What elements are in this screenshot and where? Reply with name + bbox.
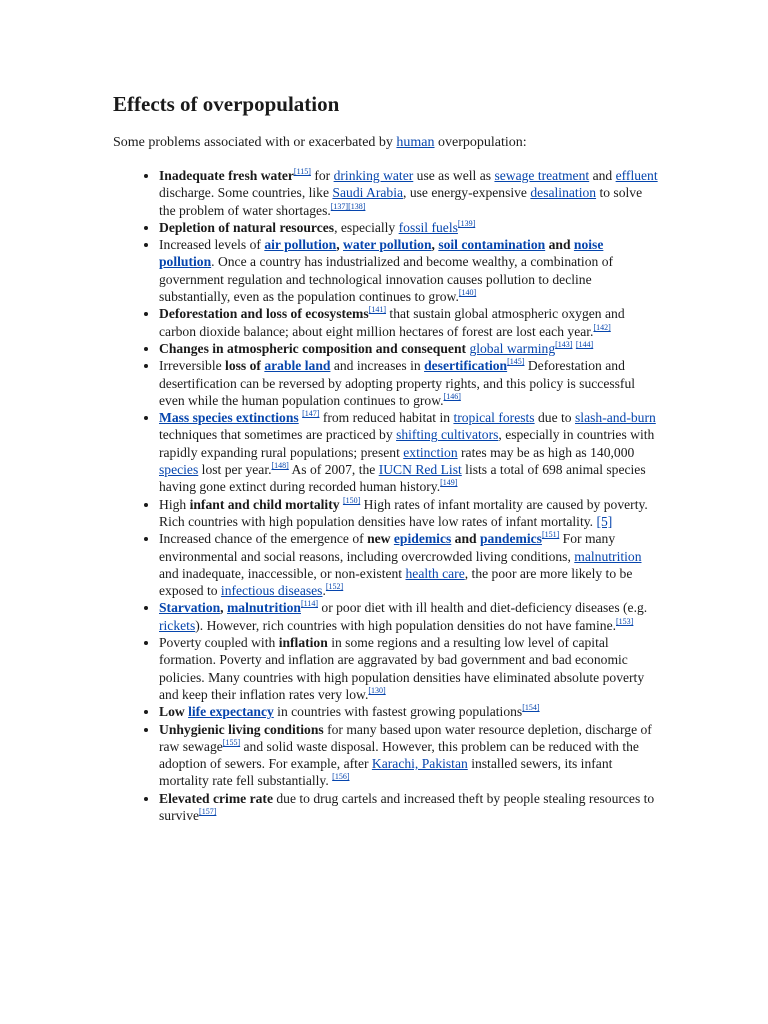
text: , the poor are more likely to be exposed to bbox=[159, 565, 633, 599]
article-link[interactable]: sewage treatment bbox=[494, 168, 590, 183]
citation bbox=[294, 167, 311, 176]
text: for many based upon water resource depletion, discharge of raw sewage bbox=[159, 721, 652, 754]
text: lists a total of 698 animal species having gone extinct during recorded human history. bbox=[159, 462, 646, 495]
text: discharge. Some countries, like bbox=[159, 185, 333, 201]
list-item bbox=[159, 634, 659, 703]
bold-text: and bbox=[451, 531, 480, 547]
article-link[interactable]: pandemics bbox=[480, 531, 542, 547]
citation-link[interactable]: [149] bbox=[440, 478, 458, 488]
bold-text: Deforestation and loss of ecosystems bbox=[159, 306, 369, 322]
bold-text: Depletion of natural resources bbox=[159, 219, 335, 235]
text: and solid waste disposal. However, this problem can be reduced with the adoption of sewers. For example, after bbox=[159, 738, 639, 772]
citation-link[interactable]: [152] bbox=[325, 582, 344, 592]
citation bbox=[444, 392, 461, 401]
list-item bbox=[159, 703, 659, 720]
bold-text: Inadequate fresh water bbox=[159, 168, 294, 183]
citation bbox=[440, 478, 457, 487]
bold-text: , bbox=[220, 600, 227, 616]
text: from reduced habitat in bbox=[319, 410, 454, 426]
intro-text: Some problems associated with or exacerbated by bbox=[113, 135, 397, 150]
list-item bbox=[159, 496, 659, 531]
article-link[interactable]: desertification bbox=[424, 358, 508, 374]
text: rates may be as high as 140,000 bbox=[457, 444, 635, 460]
citation bbox=[555, 340, 572, 349]
article-link[interactable]: malnutrition bbox=[574, 548, 642, 564]
list-item bbox=[159, 236, 659, 305]
text: Increased chance of the emergence of bbox=[159, 531, 368, 547]
article-link[interactable]: drinking water bbox=[333, 168, 414, 183]
citation-link[interactable]: [140] bbox=[458, 288, 477, 298]
bold-text: Low bbox=[159, 704, 185, 720]
citation-link[interactable]: [139] bbox=[457, 218, 476, 228]
article-link[interactable]: [5] bbox=[596, 513, 613, 529]
text: Poverty coupled with bbox=[159, 635, 279, 651]
text: High rates of infant mortality are caused by poverty. Rich countries with high population densities have low rates of infant mortality. bbox=[159, 496, 648, 529]
text: For many environmental and social reasons, including overcrowded living conditions, bbox=[159, 531, 616, 564]
article-link[interactable]: rickets bbox=[159, 617, 196, 633]
article-link[interactable]: tropical forests bbox=[453, 410, 535, 426]
citation bbox=[459, 288, 476, 297]
text: in countries with fastest growing populations bbox=[273, 704, 523, 720]
citation bbox=[542, 530, 559, 539]
text: or poor diet with ill health and diet-deficiency diseases (e.g. bbox=[318, 600, 648, 616]
list-item bbox=[159, 409, 659, 495]
citation-link[interactable]: [130] bbox=[368, 685, 386, 695]
article-link[interactable]: noise pollution bbox=[159, 237, 604, 270]
article-link[interactable]: water pollution bbox=[343, 237, 432, 253]
citation bbox=[593, 323, 610, 332]
citation-link[interactable]: [151] bbox=[541, 530, 560, 540]
citation-link[interactable]: [114] bbox=[300, 599, 319, 609]
bold-text: new bbox=[367, 531, 391, 547]
article-link[interactable]: extinction bbox=[403, 444, 458, 460]
article-link[interactable]: global warming bbox=[469, 340, 556, 356]
article-link[interactable]: infectious diseases bbox=[220, 583, 323, 599]
article-link[interactable]: desalination bbox=[530, 185, 597, 201]
article-link[interactable]: Mass species extinctions bbox=[159, 410, 299, 426]
citation bbox=[616, 617, 633, 626]
citation bbox=[458, 219, 475, 228]
citation-link[interactable]: [141] bbox=[368, 305, 387, 315]
citation bbox=[199, 807, 216, 816]
list-item bbox=[159, 340, 659, 357]
text: ). However, rich countries with high population densities do not have famine. bbox=[195, 617, 617, 633]
human-link[interactable]: human bbox=[396, 135, 435, 150]
text: in some regions and a resulting low level of capital formation. Poverty and inflation are aggravated by bad government and bad economic policies. Many countries with high population densities have eliminated absolute poverty and keep their inflation rates very low. bbox=[159, 635, 645, 702]
citation bbox=[576, 340, 593, 349]
citation bbox=[332, 772, 349, 781]
bold-text: and bbox=[545, 237, 574, 253]
article-link[interactable]: slash-and-burn bbox=[575, 410, 656, 426]
text: and bbox=[589, 168, 616, 183]
citation-link[interactable]: [157] bbox=[199, 806, 217, 816]
citation bbox=[343, 496, 360, 505]
intro-paragraph bbox=[113, 134, 527, 152]
citation-link[interactable]: [137][138] bbox=[330, 201, 366, 211]
article-link[interactable]: life expectancy bbox=[188, 704, 274, 720]
citation bbox=[331, 202, 366, 211]
list-item bbox=[159, 167, 659, 219]
article-link[interactable]: soil contamination bbox=[438, 237, 546, 253]
citation bbox=[301, 599, 318, 608]
article-link[interactable]: arable land bbox=[264, 358, 331, 374]
citation bbox=[507, 357, 524, 366]
citation-link[interactable]: [155] bbox=[222, 737, 241, 747]
bold-text: infant and child mortality bbox=[189, 496, 340, 512]
citation bbox=[302, 409, 319, 418]
list-item bbox=[159, 305, 659, 340]
text: . bbox=[322, 583, 326, 599]
article-link[interactable]: IUCN Red List bbox=[378, 462, 462, 478]
citation-link[interactable]: [148] bbox=[271, 461, 289, 471]
text: and inadequate, inaccessible, or non-existent bbox=[159, 565, 406, 581]
text: installed sewers, its infant mortality rate fell substantially. bbox=[159, 756, 613, 789]
article-link[interactable]: epidemics bbox=[393, 531, 452, 547]
text: , especially bbox=[334, 219, 399, 235]
text: , especially in countries with rapidly expanding rural populations; present bbox=[159, 427, 655, 460]
article-link[interactable]: Starvation bbox=[159, 600, 221, 616]
text: use as well as bbox=[413, 168, 495, 183]
text: Deforestation and desertification can be reversed by adopting property rights, and this policy is successful even while the human population continues to grow. bbox=[159, 358, 636, 408]
list-item bbox=[159, 357, 659, 409]
article-link[interactable]: fossil fuels bbox=[398, 219, 458, 235]
list-item bbox=[159, 721, 659, 790]
bold-text: Changes in atmospheric composition and consequent bbox=[159, 340, 467, 356]
citation bbox=[522, 703, 539, 712]
citation-link[interactable]: [115] bbox=[293, 167, 311, 176]
text: techniques that sometimes are practiced by bbox=[159, 427, 397, 443]
section-heading: Effects of overpopulation bbox=[113, 92, 340, 116]
citation-link[interactable]: [156] bbox=[332, 772, 350, 782]
article-link[interactable]: Saudi Arabia bbox=[332, 185, 404, 201]
citation bbox=[272, 461, 289, 470]
article-link[interactable]: air pollution bbox=[264, 237, 337, 253]
citation-link[interactable]: [142] bbox=[593, 322, 611, 332]
article-link[interactable]: health care bbox=[405, 565, 465, 581]
citation-link[interactable]: [143] bbox=[555, 339, 573, 349]
text: and increases in bbox=[330, 358, 425, 374]
article-link[interactable]: malnutrition bbox=[226, 600, 301, 616]
citation-link[interactable]: [145] bbox=[507, 357, 525, 367]
text: to solve the problem of water shortages. bbox=[159, 185, 643, 218]
citation-link[interactable]: [147] bbox=[302, 409, 320, 419]
text: lost per year. bbox=[198, 462, 272, 478]
text: , use energy-expensive bbox=[403, 185, 531, 201]
effects-list bbox=[159, 167, 659, 824]
citation bbox=[223, 738, 240, 747]
citation-link[interactable]: [150] bbox=[342, 495, 361, 505]
citation-link[interactable]: [146] bbox=[443, 391, 461, 401]
text: Irreversible bbox=[159, 358, 226, 374]
bold-text: loss of bbox=[225, 358, 261, 374]
text: that sustain global atmospheric oxygen and carbon dioxide balance; about eight million hectares of forest are lost each year. bbox=[159, 306, 625, 339]
bold-text: , bbox=[431, 237, 439, 253]
article-link[interactable]: species bbox=[159, 462, 199, 478]
list-item bbox=[159, 219, 659, 236]
list-item bbox=[159, 599, 659, 634]
list-item bbox=[159, 530, 659, 599]
article-link[interactable]: shifting cultivators bbox=[396, 427, 499, 443]
text: for bbox=[310, 168, 334, 183]
bold-text: Unhygienic living conditions bbox=[159, 721, 324, 737]
bold-text: , bbox=[336, 237, 344, 253]
intro-text-end: overpopulation: bbox=[434, 135, 527, 150]
citation bbox=[369, 305, 386, 314]
text: . Once a country has industrialized and become wealthy, a combination of government regulation and technological innovation causes pollution to decline substantially, even as the population continues to grow. bbox=[159, 254, 614, 305]
text: due to bbox=[534, 410, 576, 426]
citation-link[interactable]: [144] bbox=[575, 339, 594, 349]
article-link[interactable]: Karachi, Pakistan bbox=[371, 756, 468, 772]
bold-text: inflation bbox=[278, 635, 328, 651]
text: As of 2007, the bbox=[288, 462, 379, 478]
citation bbox=[326, 582, 343, 591]
text: Increased levels of bbox=[159, 237, 265, 253]
article-link[interactable]: effluent bbox=[615, 168, 658, 183]
citation bbox=[368, 686, 385, 695]
text: due to drug cartels and increased theft by people stealing resources to survive bbox=[159, 790, 655, 823]
list-item bbox=[159, 790, 659, 825]
citation-link[interactable]: [154] bbox=[522, 703, 540, 713]
citation-link[interactable]: [153] bbox=[616, 616, 634, 626]
bold-text: Elevated crime rate bbox=[159, 790, 273, 806]
text: High bbox=[159, 496, 190, 512]
